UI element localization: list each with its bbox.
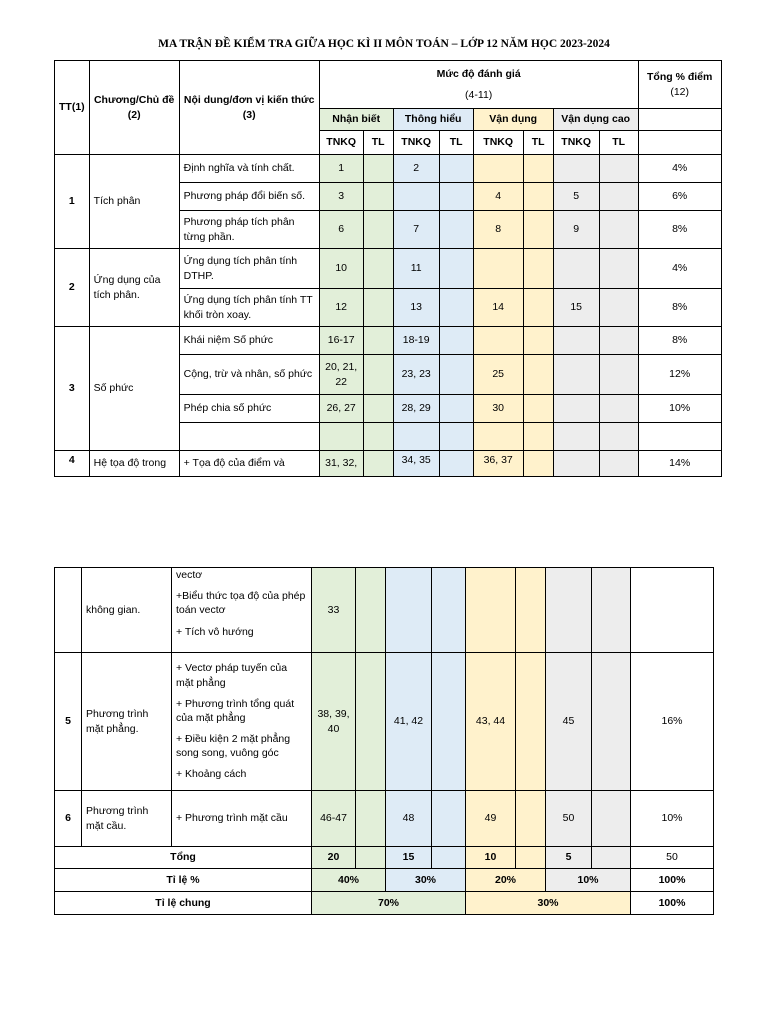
cell-pct: 8% <box>638 211 721 249</box>
cell-nb: 1 <box>319 155 363 183</box>
cell-th: 48 <box>386 791 432 847</box>
header-level <box>319 61 638 109</box>
cell-vd: 8 <box>473 211 523 249</box>
col-tl: TL <box>599 131 638 155</box>
page-title: MA TRẬN ĐỀ KIỂM TRA GIỮA HỌC KÌ II MÔN TOÁN – LỚP 12 NĂM HỌC 2023-2024 <box>158 38 610 50</box>
cell-th: 13 <box>393 289 439 327</box>
row-content: + Tọa độ của điểm và <box>179 451 319 477</box>
level-vdc: Vận dụng cao <box>553 109 638 131</box>
cell-pct: 8% <box>638 289 721 327</box>
header-chapter: Chương/Chủ đề (2) <box>89 61 179 155</box>
cell-vd <box>473 249 523 289</box>
cell-th: 23, 23 <box>393 355 439 395</box>
cell-nb: 12 <box>319 289 363 327</box>
table-row <box>55 327 722 355</box>
common-all: 100% <box>631 892 714 915</box>
header-content: Nội dung/đơn vị kiến thức (3) <box>179 61 319 155</box>
cell-nb: 26, 27 <box>319 395 363 423</box>
ratio-vd: 20% <box>466 869 546 892</box>
row-content: Phương pháp tích phân từng phần. <box>179 211 319 249</box>
total-row <box>55 847 714 869</box>
cell-pct: 10% <box>631 791 714 847</box>
cell-nb: 31, 32, <box>319 451 363 477</box>
cell-nb: 20, 21, 22 <box>319 355 363 395</box>
ratio-label: Tỉ lệ % <box>55 869 312 892</box>
row-content <box>172 568 312 653</box>
col-tnkq: TNKQ <box>553 131 599 155</box>
col-tl: TL <box>439 131 473 155</box>
table-row <box>55 653 714 791</box>
matrix-table <box>54 60 722 477</box>
cell-vd: 25 <box>473 355 523 395</box>
total-label: Tổng <box>55 847 312 869</box>
level-nb: Nhận biết <box>319 109 393 131</box>
cell-vdc: 5 <box>553 183 599 211</box>
cell-th <box>393 183 439 211</box>
col-tnkq: TNKQ <box>473 131 523 155</box>
table-row <box>55 791 714 847</box>
cell-th: 18-19 <box>393 327 439 355</box>
cell-vd <box>473 155 523 183</box>
cell-vd <box>473 327 523 355</box>
cell-vd: 30 <box>473 395 523 423</box>
content-line: + Điều kiện 2 mặt phẳng song song, vuông góc <box>176 733 291 760</box>
row-content: Ứng dụng tích phân tính TT khối tròn xoay. <box>179 289 319 327</box>
row-content <box>179 423 319 451</box>
row-content: Định nghĩa và tính chất. <box>179 155 319 183</box>
section-tt: 3 <box>55 327 90 451</box>
table-row <box>55 568 714 653</box>
total-vd: 10 <box>466 847 516 869</box>
section-chapter: Hệ tọa độ trong <box>89 451 179 477</box>
content-line: vectơ <box>176 569 203 581</box>
content-line: + Phương trình tổng quát của mặt phẳng <box>176 697 295 724</box>
total-all: 50 <box>631 847 714 869</box>
cell-pct: 6% <box>638 183 721 211</box>
cell-vd: 49 <box>466 791 516 847</box>
header-total-note: (12) <box>670 85 690 98</box>
header-total <box>638 61 721 109</box>
table-row <box>55 451 722 477</box>
content-line: + Khoảng cách <box>176 768 247 781</box>
row-content: Ứng dụng tích phân tính DTHP. <box>179 249 319 289</box>
header-level-note: (4-11) <box>465 88 493 101</box>
col-tnkq: TNKQ <box>319 131 363 155</box>
section-chapter: Phương trình mặt cầu. <box>82 791 172 847</box>
common-row <box>55 892 714 915</box>
cell-pct: 14% <box>638 451 721 477</box>
cell-vdc <box>553 355 599 395</box>
cell-th: 2 <box>393 155 439 183</box>
section-tt: 2 <box>55 249 90 327</box>
col-tl: TL <box>363 131 393 155</box>
cell-vdc <box>553 155 599 183</box>
ratio-all: 100% <box>631 869 714 892</box>
row-content: Khái niệm Số phức <box>179 327 319 355</box>
section-chapter: không gian. <box>82 568 172 653</box>
cell-vdc: 15 <box>553 289 599 327</box>
cell-th: 41, 42 <box>386 653 432 791</box>
cell-nb: 38, 39, 40 <box>312 653 356 791</box>
row-content: Phép chia số phức <box>179 395 319 423</box>
level-th: Thông hiểu <box>393 109 473 131</box>
total-vdc: 5 <box>546 847 592 869</box>
section-tt: 4 <box>55 451 90 477</box>
section-tt: 1 <box>55 155 90 249</box>
cell-vd: 14 <box>473 289 523 327</box>
cell-nb: 6 <box>319 211 363 249</box>
matrix-table-continued <box>54 567 714 915</box>
cell-pct: 4% <box>638 249 721 289</box>
header-empty <box>638 109 721 131</box>
cell-vdc: 9 <box>553 211 599 249</box>
cell-nb: 3 <box>319 183 363 211</box>
ratio-nb: 40% <box>312 869 386 892</box>
cell-vd: 4 <box>473 183 523 211</box>
cell-nb: 33 <box>312 568 356 653</box>
cell-vdc: 45 <box>546 653 592 791</box>
cell-th: 11 <box>393 249 439 289</box>
content-line: + Tích vô hướng <box>176 625 254 638</box>
section-tt: 5 <box>55 653 82 791</box>
row-content <box>172 653 312 791</box>
header-total-label: Tổng % điểm <box>647 71 713 84</box>
ratio-row <box>55 869 714 892</box>
total-th: 15 <box>386 847 432 869</box>
cell-vdc <box>553 249 599 289</box>
section-chapter: Tích phân <box>89 155 179 249</box>
cell-vd: 36, 37 <box>473 451 523 477</box>
section-chapter: Phương trình mặt phẳng. <box>82 653 172 791</box>
cell-nb: 10 <box>319 249 363 289</box>
table-row <box>55 249 722 289</box>
cell-th: 7 <box>393 211 439 249</box>
row-content: Phương pháp đổi biến số. <box>179 183 319 211</box>
header-empty <box>638 131 721 155</box>
section-chapter: Ứng dụng của tích phân. <box>89 249 179 327</box>
cell-pct: 16% <box>631 653 714 791</box>
level-vd: Vận dụng <box>473 109 553 131</box>
ratio-th: 30% <box>386 869 466 892</box>
cell-pct: 10% <box>638 395 721 423</box>
content-line: + Vectơ pháp tuyến của mặt phẳng <box>176 662 288 689</box>
row-content: Cộng, trừ và nhân, số phức <box>179 355 319 395</box>
cell-th: 34, 35 <box>393 451 439 477</box>
total-nb: 20 <box>312 847 356 869</box>
cell-vdc <box>553 395 599 423</box>
table-row <box>55 155 722 183</box>
cell-vdc <box>553 327 599 355</box>
common-low: 70% <box>312 892 466 915</box>
cell-nb: 46-47 <box>312 791 356 847</box>
col-tnkq: TNKQ <box>393 131 439 155</box>
content-line: +Biểu thức tọa độ của phép toán vectơ <box>176 590 306 617</box>
col-tl: TL <box>523 131 553 155</box>
common-label: Tỉ lệ chung <box>55 892 312 915</box>
section-chapter: Số phức <box>89 327 179 451</box>
section-tt: 6 <box>55 791 82 847</box>
header-level-label: Mức độ đánh giá <box>436 68 521 81</box>
cell-pct: 12% <box>638 355 721 395</box>
common-high: 30% <box>466 892 631 915</box>
cell-pct: 4% <box>638 155 721 183</box>
cell-nb: 16-17 <box>319 327 363 355</box>
ratio-vdc: 10% <box>546 869 631 892</box>
cell-vd: 43, 44 <box>466 653 516 791</box>
cell-th: 28, 29 <box>393 395 439 423</box>
cell-vdc: 50 <box>546 791 592 847</box>
cell-pct: 8% <box>638 327 721 355</box>
row-content: + Phương trình mặt cầu <box>172 791 312 847</box>
header-tt: TT(1) <box>55 61 90 155</box>
